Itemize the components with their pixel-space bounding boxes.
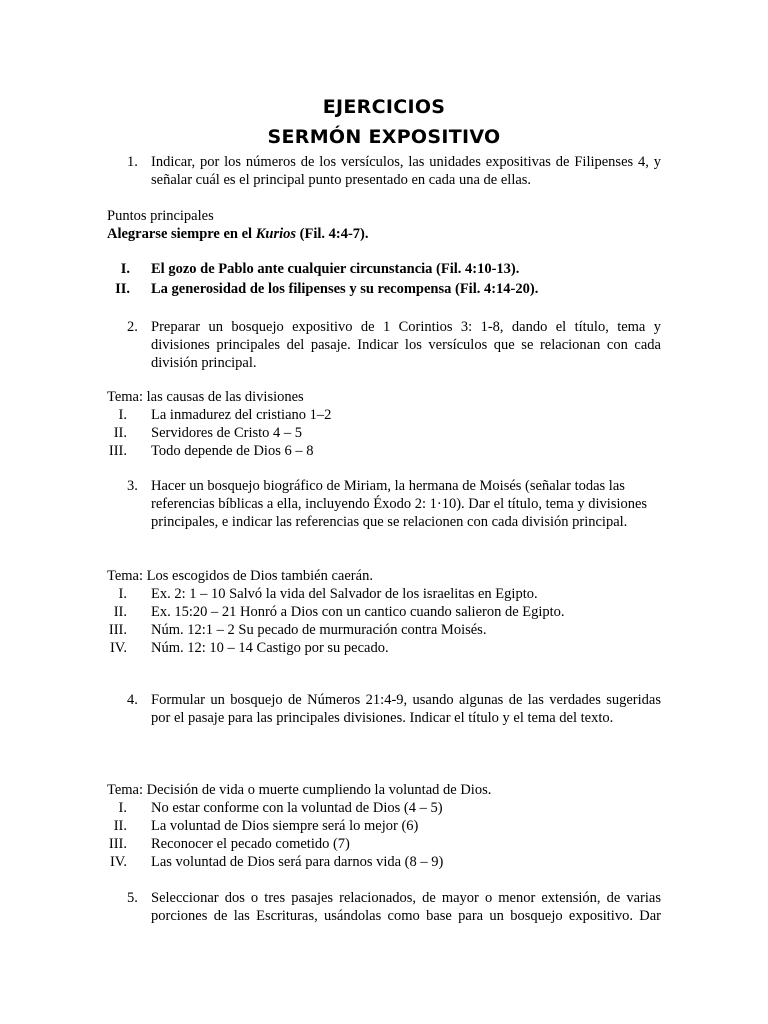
roman-numeral: IV. xyxy=(109,854,127,870)
outline-point xyxy=(0,260,768,278)
outline-point xyxy=(0,280,768,298)
outline-point xyxy=(0,835,768,853)
outline-point xyxy=(0,585,768,603)
exercise-number: 2. xyxy=(127,319,138,335)
outline-point xyxy=(0,817,768,835)
roman-numeral: I. xyxy=(118,800,127,816)
exercise-text: Hacer un bosquejo biográfico de Miriam, la hermana de Moisés (señalar todas las referencias bíblicas a ella, incluyendo Éxodo 2: 1·10). Dar el título, tema y divisiones principales, e indicar las referencias que se relacionen con cada división principal. xyxy=(151,478,648,530)
roman-numeral: II. xyxy=(113,818,127,834)
roman-numeral: I. xyxy=(120,261,130,277)
point-text: El gozo de Pablo ante cualquier circunstancia (Fil. 4:10-13). xyxy=(151,261,520,277)
point-text: Las voluntad de Dios será para darnos vida (8 – 9) xyxy=(151,854,444,870)
point-text: Núm. 12:1 – 2 Su pecado de murmuración contra Moisés. xyxy=(151,622,487,638)
outline-point xyxy=(0,799,768,817)
section-tema: Tema: Decisión de vida o muerte cumpliendo la voluntad de Dios. xyxy=(107,782,492,798)
document-title: EJERCICIOS xyxy=(322,96,446,118)
roman-numeral: III. xyxy=(108,443,127,459)
section-tema: Tema: Los escogidos de Dios también caerán. xyxy=(107,568,373,584)
point-text: Ex. 15:20 – 21 Honró a Dios con un cantico cuando salieron de Egipto. xyxy=(151,604,565,620)
roman-numeral: II. xyxy=(113,425,127,441)
roman-numeral: III. xyxy=(108,622,127,638)
outline-point xyxy=(0,853,768,871)
roman-numeral: I. xyxy=(118,407,127,423)
roman-numeral: II. xyxy=(113,604,127,620)
point-text: Ex. 2: 1 – 10 Salvó la vida del Salvador de los israelitas en Egipto. xyxy=(151,586,538,602)
section-tema: Tema: las causas de las divisiones xyxy=(107,389,304,405)
outline-point xyxy=(0,621,768,639)
exercise-text: Preparar un bosquejo expositivo de 1 Corintios 3: 1-8, dando el título, tema y divisiones principales del pasaje. Indicar los versículos que se relacionan con cada división principal. xyxy=(151,319,661,371)
exercise-number: 4. xyxy=(127,692,138,708)
outline-point xyxy=(0,603,768,621)
roman-numeral: II. xyxy=(115,281,130,297)
roman-numeral: III. xyxy=(108,836,127,852)
point-text: Servidores de Cristo 4 – 5 xyxy=(151,425,303,441)
exercise-text: Formular un bosquejo de Números 21:4-9, usando algunas de las verdades sugeridas por el pasaje para las principales divisiones. Indicar el título y el tema del texto. xyxy=(151,692,661,726)
point-text: La generosidad de los filipenses y su recompensa (Fil. 4:14-20). xyxy=(151,281,539,297)
exercise-text: Indicar, por los números de los versículos, las unidades expositivas de Filipenses 4, y señalar cuál es el principal punto presentado en cada una de ellas. xyxy=(151,154,661,188)
outline-point xyxy=(0,639,768,657)
exercise-number: 3. xyxy=(127,478,138,494)
exercise-number: 1. xyxy=(127,154,138,170)
roman-numeral: I. xyxy=(118,586,127,602)
exercise-text: Seleccionar dos o tres pasajes relacionados, de mayor o menor extensión, de varias porciones de las Escrituras, usándolas como base para un bosquejo expositivo. Dar xyxy=(151,890,661,924)
document-subtitle: SERMÓN EXPOSITIVO xyxy=(267,126,501,148)
point-text: No estar conforme con la voluntad de Dios (4 – 5) xyxy=(151,800,443,816)
roman-numeral: IV. xyxy=(109,640,127,656)
point-text: La inmadurez del cristiano 1–2 xyxy=(151,407,332,423)
point-text: La voluntad de Dios siempre será lo mejor (6) xyxy=(151,818,419,834)
point-text: Reconocer el pecado cometido (7) xyxy=(151,836,350,852)
heading-italic-word: Kurios xyxy=(255,226,297,242)
outline-point xyxy=(0,406,768,424)
point-text: Todo depende de Dios 6 – 8 xyxy=(151,443,314,459)
outline-point xyxy=(0,424,768,442)
point-text: Núm. 12: 10 – 14 Castigo por su pecado. xyxy=(151,640,389,656)
outline-point xyxy=(0,442,768,460)
exercise-number: 5. xyxy=(127,890,138,906)
section-heading: Alegrarse siempre en el Kurios (Fil. 4:4-7). xyxy=(107,226,369,242)
section-label: Puntos principales xyxy=(107,208,214,224)
